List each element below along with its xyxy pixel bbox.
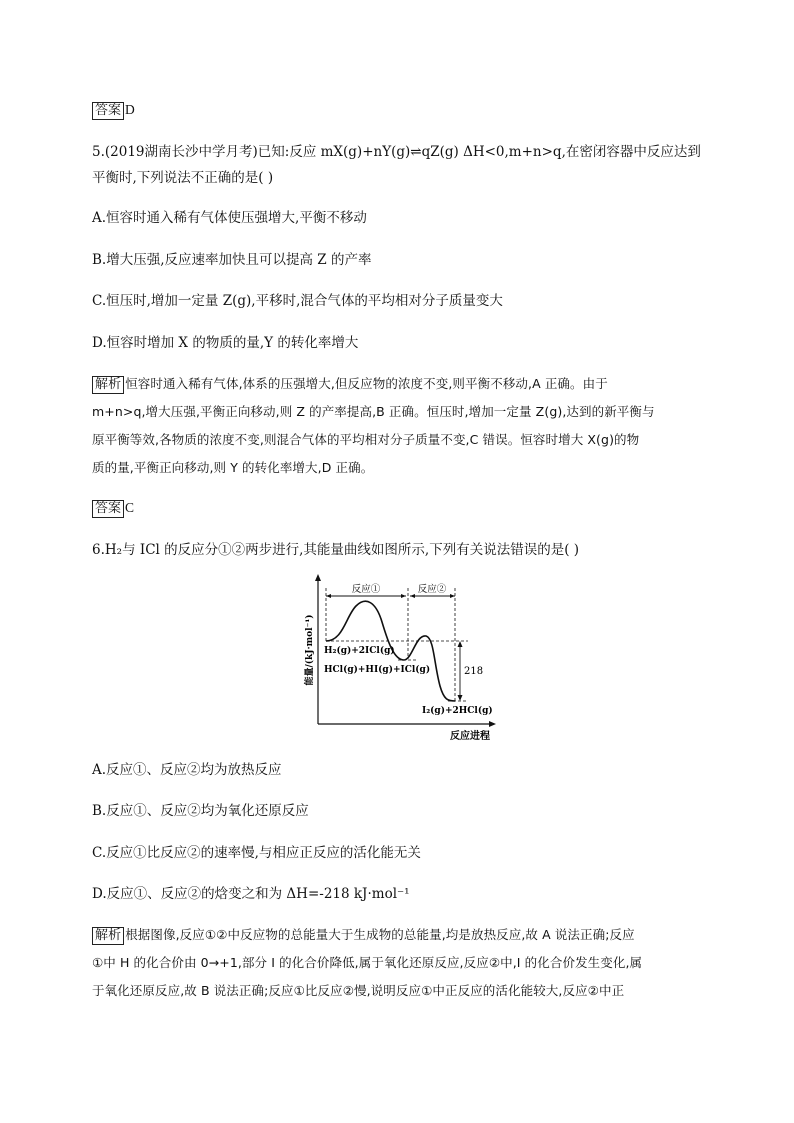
y-axis-label: 能量/(kJ·mol⁻¹) xyxy=(305,614,315,686)
energy-diagram-svg xyxy=(298,574,498,744)
step1-label: 反应① xyxy=(351,584,381,595)
q5-option-b: B.增大压强,反应速率加快且可以提高 Z 的产率 xyxy=(92,252,372,268)
q6-explain-line1 xyxy=(92,925,635,945)
reactant-label: H₂(g)+2ICl(g) xyxy=(324,646,395,656)
explain-tag: 解析 xyxy=(92,376,124,394)
intermediate-label: HCl(g)+HI(g)+ICl(g) xyxy=(324,665,431,675)
q6-option-a: A.反应①、反应②均为放热反应 xyxy=(92,762,282,778)
q5-explain-line1 xyxy=(92,374,608,394)
step1-arrow-left xyxy=(326,594,331,598)
q5-explain-text1: 恒容时通入稀有气体,体系的压强增大,但反应物的浓度不变,则平衡不移动,A 正确。由于 xyxy=(125,376,608,391)
q5-explain-line4: 质的量,平衡正向移动,则 Y 的转化率增大,D 正确。 xyxy=(92,460,374,475)
answer-tag: 答案 xyxy=(92,500,124,518)
q6-stem-line1: 6.H₂与 ICl 的反应分①②两步进行,其能量曲线如图所示,下列有关说法错误的是( ) xyxy=(92,542,580,558)
delta-value: 218 xyxy=(464,666,484,677)
q5-answer-line xyxy=(92,498,134,518)
q5-answer-value: C xyxy=(125,500,135,515)
x-axis-label: 反应进程 xyxy=(450,731,490,742)
q5-option-c: C.恒压时,增加一定量 Z(g),平移时,混合气体的平均相对分子质量变大 xyxy=(92,293,503,309)
step1-arrow-right xyxy=(401,594,406,598)
q6-explain-line3: 于氧化还原反应,故 B 说法正确;反应①比反应②慢,说明反应①中正反应的活化能较大,反应②中正 xyxy=(92,983,625,998)
q5-stem-line1: 5.(2019湖南长沙中学月考)已知:反应 mX(g)+nY(g)⇌qZ(g) ΔH<0,m+n>q,在密闭容器中反应达到 xyxy=(92,144,701,160)
q5-stem-line2: 平衡时,下列说法不正确的是( ) xyxy=(92,170,274,186)
q5-explain-line3: 原平衡等效,各物质的浓度不变,则混合气体的平均相对分子质量不变,C 错误。恒容时增大 X(g)的物 xyxy=(92,432,640,447)
step2-arrow-right xyxy=(450,594,455,598)
y-axis-arrow xyxy=(315,574,321,581)
q6-option-d: D.反应①、反应②的焓变之和为 ΔH=-218 kJ·mol⁻¹ xyxy=(92,886,410,902)
q5-option-d: D.恒容时增加 X 的物质的量,Y 的转化率增大 xyxy=(92,335,359,351)
answer-tag: 答案 xyxy=(92,102,124,120)
product-label: I₂(g)+2HCl(g) xyxy=(422,706,493,716)
q6-explain-line2: ①中 H 的化合价由 0→+1,部分 I 的化合价降低,属于氧化还原反应,反应②中,I 的化合价发生变化,属 xyxy=(92,955,643,970)
q6-option-c: C.反应①比反应②的速率慢,与相应正反应的活化能无关 xyxy=(92,845,421,861)
q6-option-b: B.反应①、反应②均为氧化还原反应 xyxy=(92,803,309,819)
q5-option-a: A.恒容时通入稀有气体使压强增大,平衡不移动 xyxy=(92,210,367,226)
step2-label: 反应② xyxy=(417,584,447,595)
answer-line-prev xyxy=(92,100,135,120)
x-axis-arrow xyxy=(489,721,496,727)
answer-value: D xyxy=(125,102,135,117)
explain-tag: 解析 xyxy=(92,927,124,945)
delta-arrow-bottom xyxy=(458,695,463,701)
q5-explain-line2: m+n>q,增大压强,平衡正向移动,则 Z 的产率提高,B 正确。恒压时,增加一定量 Z(g),达到的新平衡与 xyxy=(92,404,655,419)
delta-arrow-top xyxy=(458,641,463,647)
q6-explain-text1: 根据图像,反应①②中反应物的总能量大于生成物的总能量,均是放热反应,故 A 说法正确;反应 xyxy=(125,927,635,942)
energy-diagram xyxy=(298,574,498,744)
step2-arrow-left xyxy=(410,594,415,598)
